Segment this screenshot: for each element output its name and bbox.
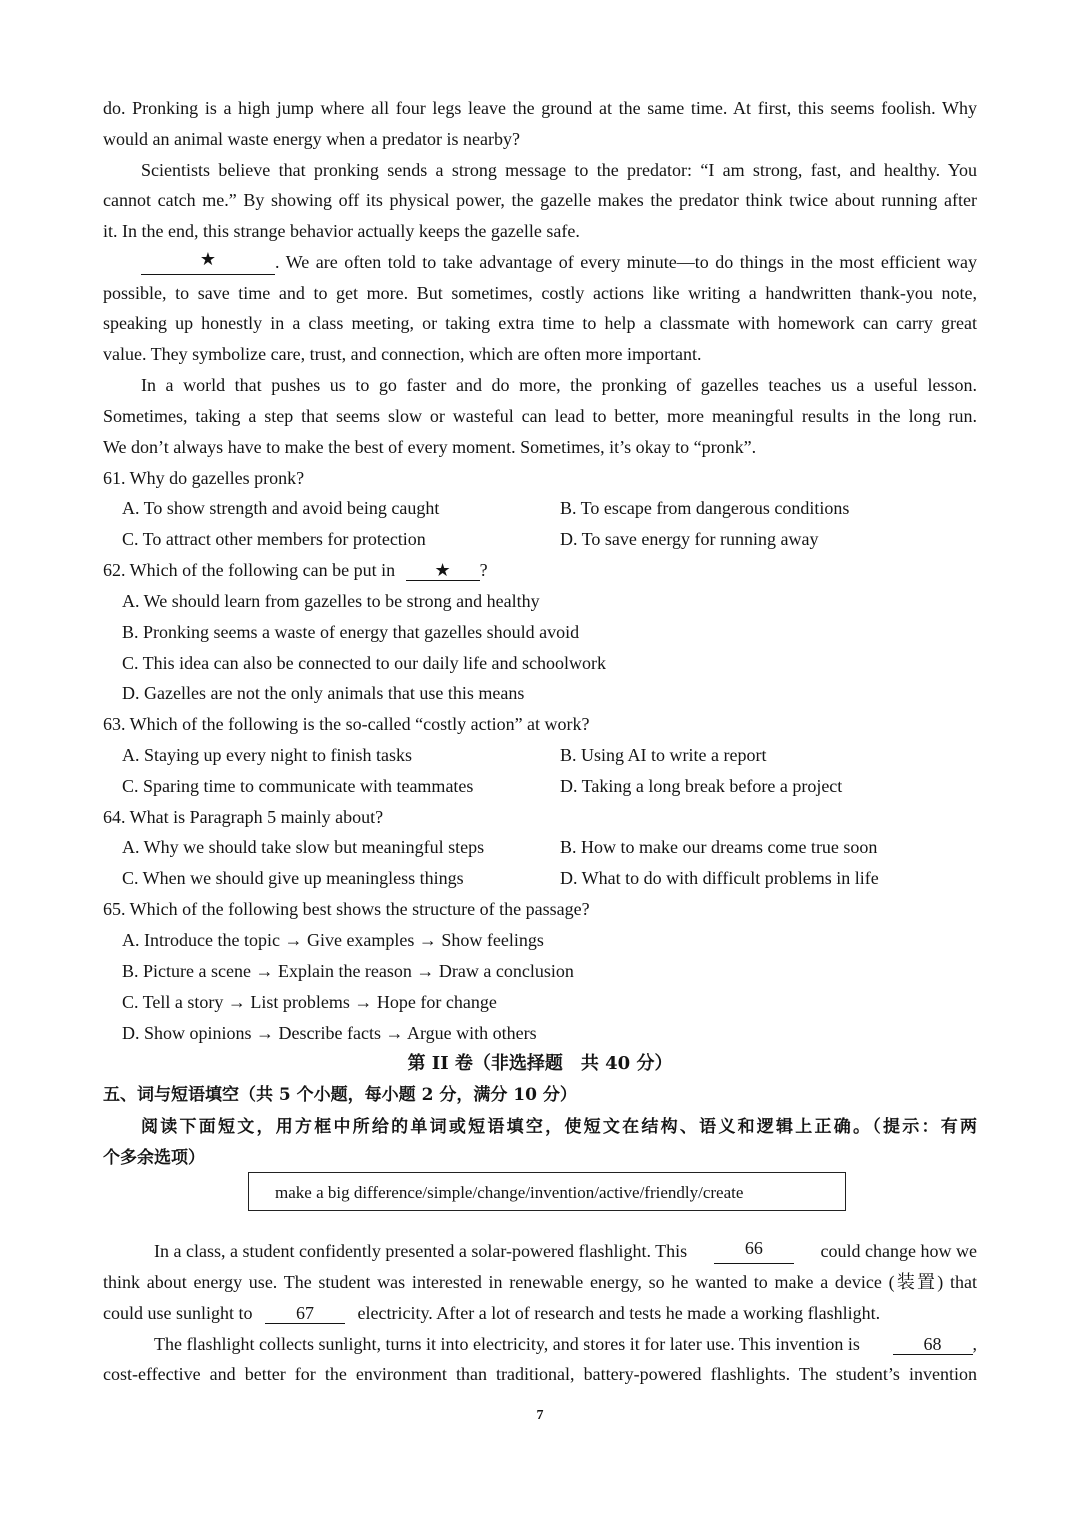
option: B. Using AI to write a report (560, 745, 767, 765)
option: D. Taking a long break before a project (560, 776, 843, 796)
cloze-text: could change how we (820, 1241, 977, 1261)
option: C. When we should give up meaningless things (122, 868, 464, 888)
section5-title: 五、词与短语填空（共 5 个小题，每小题 2 分，满分 10 分） (103, 1085, 577, 1105)
option: B. Picture a scene → Explain the reason → Draw a conclusion (122, 961, 574, 981)
word-box-text: make a big difference/simple/change/invention/active/friendly/create (275, 1183, 744, 1202)
cloze-line: cost-effective and better for the environment than traditional, battery-powered flashlights. The student’s invention (103, 1364, 977, 1384)
star-blank: ★ (406, 560, 480, 581)
option: D. Show opinions → Describe facts → Argue with others (122, 1023, 537, 1043)
option: C. Sparing time to communicate with teammates (122, 776, 474, 796)
passage-line: Sometimes, taking a step that seems slow or wasteful can lead to better, more meaningful results in the long run. (103, 406, 977, 426)
question-62-text: 62. Which of the following can be put in (103, 560, 396, 580)
part2-heading: 第 II 卷（非选择题 共 40 分） (407, 1053, 673, 1074)
question-62-stem (103, 557, 977, 583)
blank-67: 67 (265, 1303, 345, 1324)
passage-line: We don’t always have to make the best of every moment. Sometimes, it’s okay to “pronk”. (103, 437, 757, 457)
passage-line: possible, to save time and to get more. But sometimes, costly actions like writing a handwritten thank-you note, (103, 283, 977, 303)
question-61-stem: 61. Why do gazelles pronk? (103, 468, 305, 488)
passage-line: do. Pronking is a high jump where all four legs leave the ground at the same time. At first, this seems foolish. Why (103, 98, 977, 118)
cloze-line (103, 1300, 977, 1326)
cloze-text: could use sunlight to (103, 1303, 253, 1323)
passage-line: Scientists believe that pronking sends a strong message to the predator: “I am strong, fast, and healthy. You (141, 160, 977, 180)
question-63-stem: 63. Which of the following is the so-called “costly action” at work? (103, 714, 590, 734)
passage-line: value. They symbolize care, trust, and connection, which are often more important. (103, 344, 702, 364)
cloze-text: electricity. After a lot of research and tests he made a working flashlight. (357, 1303, 881, 1323)
passage-line-text: . We are often told to take advantage of every minute—to do things in the most efficient way (275, 252, 977, 272)
blank-68: 68 (893, 1334, 973, 1355)
question-64-stem: 64. What is Paragraph 5 mainly about? (103, 807, 384, 827)
option: D. What to do with difficult problems in life (560, 868, 879, 888)
option: C. To attract other members for protection (122, 529, 426, 549)
question-65-stem: 65. Which of the following best shows the structure of the passage? (103, 899, 590, 919)
option: D. Gazelles are not the only animals that use this means (122, 683, 525, 703)
cloze-line (154, 1238, 977, 1264)
cloze-line (154, 1331, 977, 1357)
instructions-cont: 个多余选项） (103, 1148, 205, 1168)
page-number: 7 (536, 1408, 544, 1423)
cloze-text: In a class, a student confidently presented a solar-powered flashlight. This (154, 1241, 688, 1261)
cloze-text: , (972, 1334, 977, 1354)
passage-line: would an animal waste energy when a predator is nearby? (103, 129, 521, 149)
passage-line: In a world that pushes us to go faster and do more, the pronking of gazelles teaches us a useful lesson. (141, 375, 977, 395)
option: A. Introduce the topic → Give examples → Show feelings (122, 930, 544, 950)
option: B. How to make our dreams come true soon (560, 837, 878, 857)
passage-line: cannot catch me.” By showing off its physical power, the gazelle makes the predator think twice about running after (103, 190, 977, 210)
word-box (248, 1172, 846, 1211)
option: C. This idea can also be connected to our daily life and schoolwork (122, 653, 607, 673)
passage-line: it. In the end, this strange behavior actually keeps the gazelle safe. (103, 221, 580, 241)
question-62-end: ? (479, 560, 488, 580)
blank-66: 66 (714, 1238, 794, 1264)
passage-line (141, 249, 977, 275)
option: A. We should learn from gazelles to be strong and healthy (122, 591, 540, 611)
instructions: 阅读下面短文，用方框中所给的单词或短语填空，使短文在结构、语义和逻辑上正确。（提示：有两 (141, 1117, 977, 1137)
option: B. To escape from dangerous conditions (560, 498, 850, 518)
cloze-line: think about energy use. The student was interested in renewable energy, so he wanted to make a device (装置) that (103, 1272, 977, 1292)
cloze-text: The flashlight collects sunlight, turns it into electricity, and stores it for later use. This invention is (154, 1334, 860, 1354)
star-blank: ★ (141, 249, 275, 275)
option: A. Staying up every night to finish tasks (122, 745, 412, 765)
option: B. Pronking seems a waste of energy that gazelles should avoid (122, 622, 580, 642)
option: A. Why we should take slow but meaningful steps (122, 837, 485, 857)
passage-line: speaking up honestly in a class meeting, or taking extra time to help a classmate with homework can carry great (103, 313, 977, 333)
option: A. To show strength and avoid being caught (122, 498, 440, 518)
option: C. Tell a story → List problems → Hope for change (122, 992, 497, 1012)
option: D. To save energy for running away (560, 529, 819, 549)
